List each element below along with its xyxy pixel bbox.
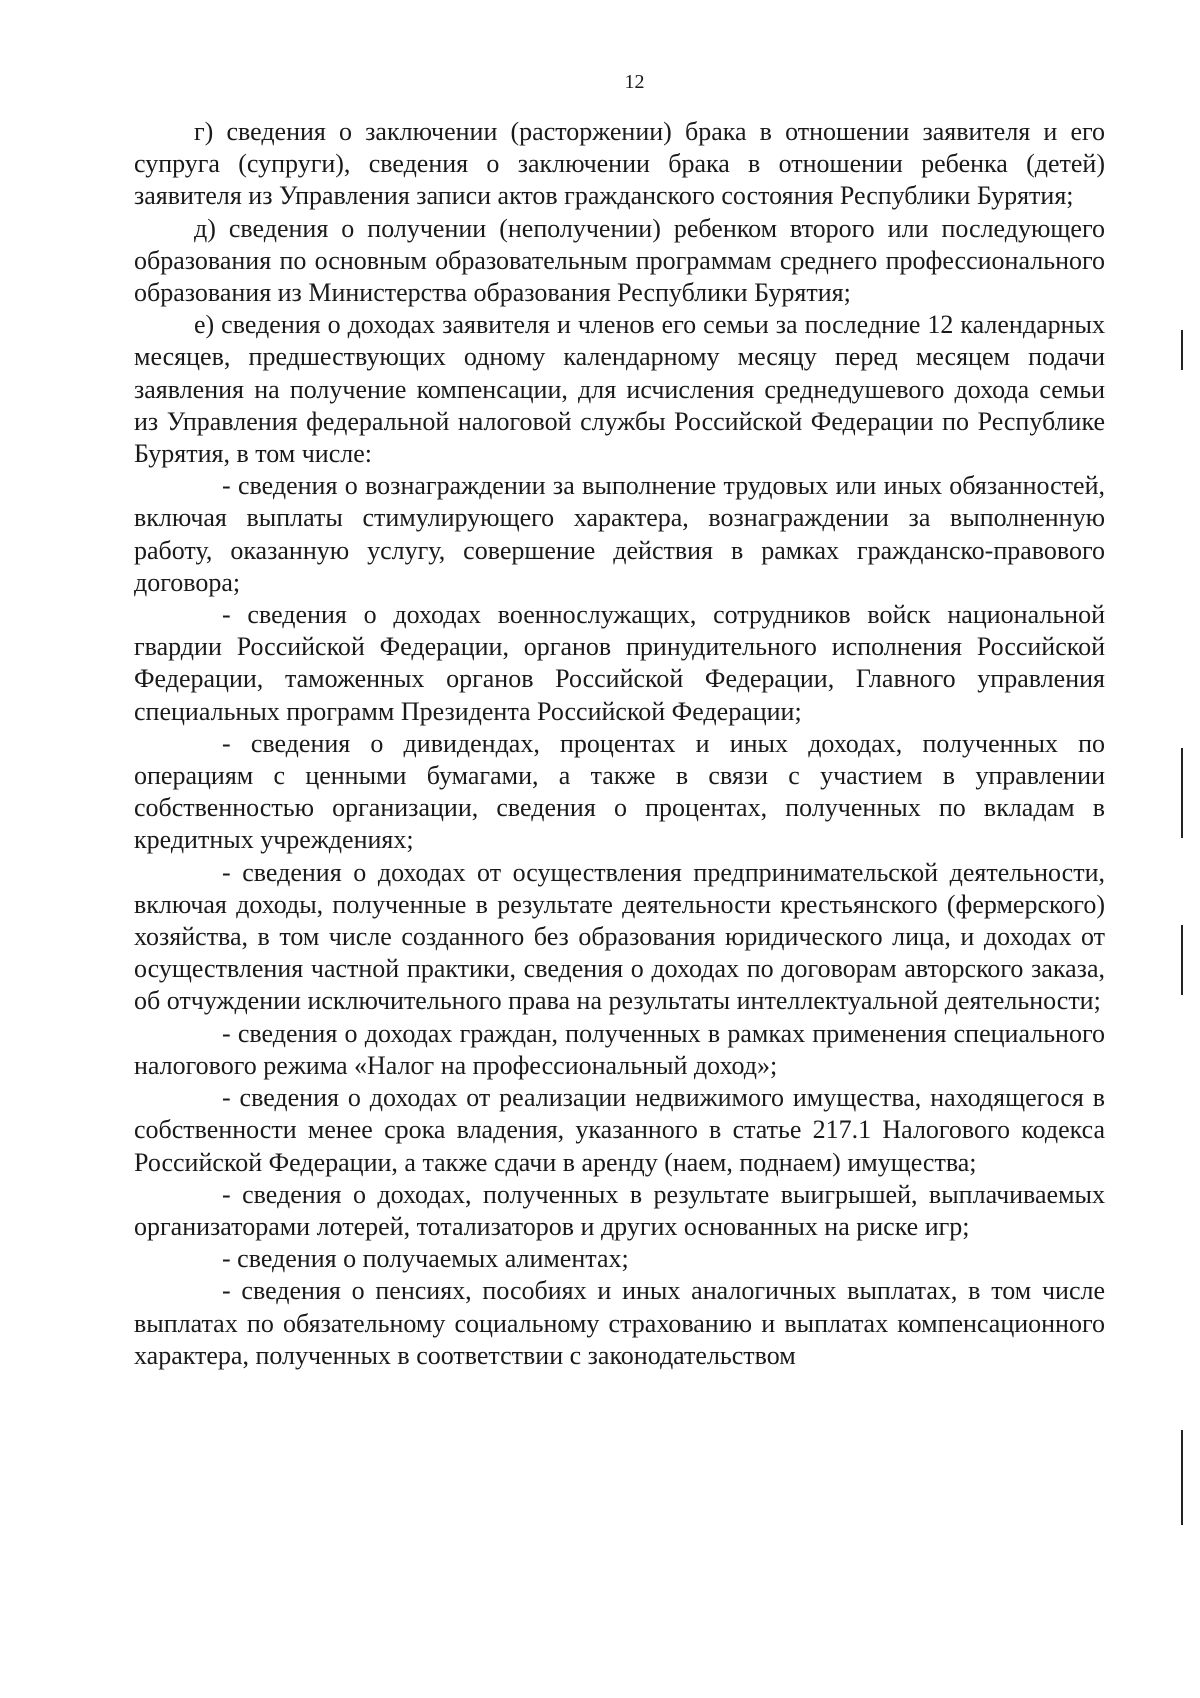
scan-artifact-mark — [1181, 330, 1183, 370]
income-item-alimony: - сведения о получаемых алиментах; — [222, 1244, 629, 1274]
income-item-dividends: - сведения о дивидендах, процентах и иных доходах, полученных по операциям с ценными бумагами, а также в связи с участием в управлении собственностью организации, сведения о процентах, полученных по вкладам в кредитных учреждениях; — [134, 728, 1105, 855]
income-item-remuneration: - сведения о вознаграждении за выполнение трудовых или иных обязанностей, включая выплаты стимулирующего характера, вознаграждении за выполненную работу, оказанную услугу, совершение действия в рамках гражданско-правового договора; — [134, 471, 1105, 597]
income-item-military: - сведения о доходах военнослужащих, сотрудников войск национальной гвардии Российской Федерации, органов принудительного исполнения Российской Федерации, таможенных органов Российской Федерации, Главного управления специальных программ Президента Российской Федерации; — [134, 600, 1105, 726]
income-item-self-employed: - сведения о доходах граждан, полученных в рамках применения специального налогового режима «Налог на профессиональный доход»; — [134, 1018, 1105, 1080]
paragraph-e: е) сведения о доходах заявителя и членов его семьи за последние 12 календарных месяцев, предшествующих одному календарному месяцу перед месяцем подачи заявления на получение компенсации, для исчисления среднедушевого дохода семьи из Управления федеральной налоговой службы Российской Федерации по Республике Бурятия, в том числе: — [134, 310, 1105, 469]
scan-artifact-mark — [1181, 925, 1183, 995]
scan-artifact-mark — [1181, 1430, 1183, 1525]
paragraph-g: г) сведения о заключении (расторжении) брака в отношении заявителя и его супруга (супруги), сведения о заключении брака в отношении ребенка (детей) заявителя из Управления записи актов гражданского состояния Республики Бурятия; — [134, 117, 1105, 211]
income-item-business: - сведения о доходах от осуществления предпринимательской деятельности, включая доходы, полученные в результате деятельности крестьянского (фермерского) хозяйства, в том числе созданного без образования юридического лица, и доходах от осуществления частной практики, сведения о доходах по договорам авторского заказа, об отчуждении исключительного права на результаты интеллектуальной деятельности; — [134, 857, 1105, 1016]
income-item-lottery: - сведения о доходах, полученных в результате выигрышей, выплачиваемых организаторами лотерей, тотализаторов и других основанных на риске игр; — [134, 1179, 1105, 1241]
income-item-pensions: - сведения о пенсиях, пособиях и иных аналогичных выплатах, в том числе выплатах по обязательному социальному страхованию и выплатах компенсационного характера, полученных в соответствии с законодательством — [134, 1276, 1105, 1370]
paragraph-d: д) сведения о получении (неполучении) ребенком второго или последующего образования по основным образовательным программам среднего профессионального образования из Министерства образования Республики Бурятия; — [134, 213, 1105, 308]
scan-artifact-mark — [1181, 748, 1183, 838]
page-number: 12 — [624, 71, 645, 93]
income-item-real-estate: - сведения о доходах от реализации недвижимого имущества, находящегося в собственности менее срока владения, указанного в статье 217.1 Налогового кодекса Российской Федерации, а также сдачи в аренду (наем, поднаем) имущества; — [134, 1083, 1105, 1177]
